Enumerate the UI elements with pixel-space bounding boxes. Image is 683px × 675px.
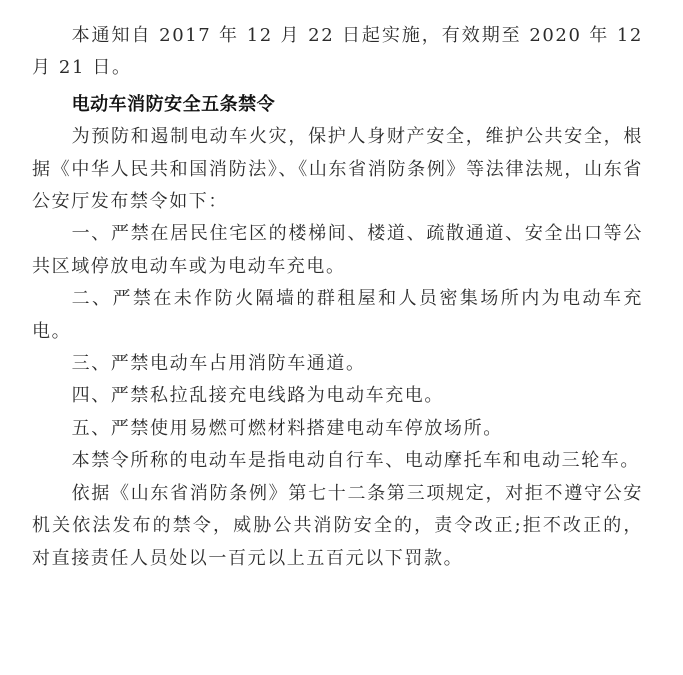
rule-3: 三、严禁电动车占用消防车通道。: [71, 353, 366, 375]
rule-2: 二、严禁在未作防火隔墙的群租屋和人员密集场所内为电动车充电。: [32, 288, 643, 342]
rule-4: 四、严禁私拉乱接充电线路为电动车充电。: [71, 385, 444, 407]
rule-1: 一、严禁在居民住宅区的楼梯间、楼道、疏散通道、安全出口等公共区域停放电动车或为电动车充电。: [32, 223, 643, 277]
penalty-paragraph: 依据《山东省消防条例》第七十二条第三项规定，对拒不遵守公安机关依法发布的禁令，威胁公共消防安全的，责令改正;拒不改正的，对直接责任人员处以一百元以上五百元以下罚款。: [32, 482, 643, 569]
rule-5: 五、严禁使用易燃可燃材料搭建电动车停放场所。: [71, 417, 503, 439]
intro-paragraph: 本通知自 2017 年 12 月 22 日起实施，有效期至 2020 年 12 月 21 日。: [32, 25, 643, 79]
preamble-paragraph: 为预防和遏制电动车火灾，保护人身财产安全，维护公共安全，根据《中华人民共和国消防法》、《山东省消防条例》等法律法规，山东省公安厅发布禁令如下：: [32, 126, 643, 213]
document-heading: 电动车消防安全五条禁令: [71, 93, 276, 115]
definition-paragraph: 本禁令所称的电动车是指电动自行车、电动摩托车和电动三轮车。: [71, 450, 640, 472]
